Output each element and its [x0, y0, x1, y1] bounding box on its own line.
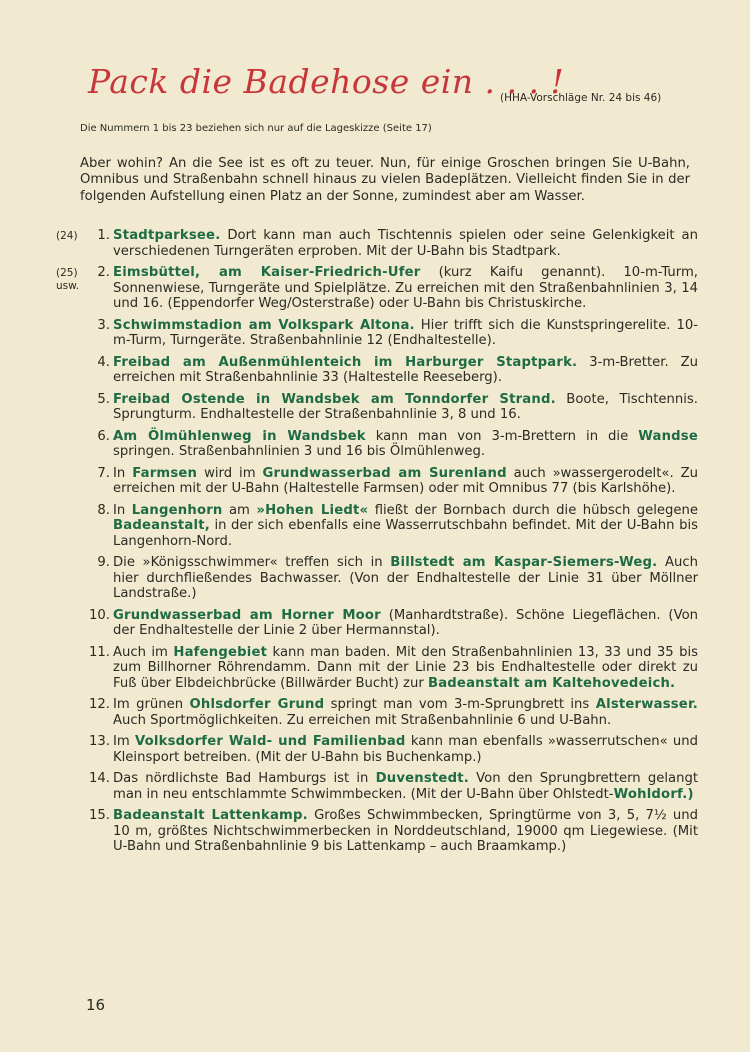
- list-item: [56, 734, 698, 765]
- item-text: [113, 355, 698, 386]
- item-description: Auch Sportmöglichkeiten. Zu erreichen mit Straßenbahnlinie 6 und U-Bahn.: [113, 712, 612, 728]
- item-number: 1.: [97, 228, 110, 243]
- item-description: in der sich ebenfalls eine Wasserrutschbahn befindet. Mit der U-Bahn bis Langenhorn-Nord.: [113, 518, 698, 549]
- item-text: [113, 392, 698, 423]
- item-number: 11.: [89, 644, 110, 660]
- list-item: [56, 355, 698, 386]
- list-item: [56, 466, 698, 497]
- item-number: 4.: [97, 354, 110, 370]
- item-description: (kurz Kaifu genannt). 10-m-Turm, Sonnenwiese, Turngeräte und Spielplätze. Zu erreichen mit den Straßenbahnlinien 3, 14 und 16. (Eppendorfer Weg/Osterstraße) oder U-Bahn bis Christuskirche.: [113, 265, 698, 311]
- place-name: Schwimmstadion am Volkspark Altona.: [113, 317, 415, 333]
- place-name: Stadtparksee.: [113, 228, 221, 243]
- place-name: Am Ölmühlenweg in Wandsbek: [113, 428, 366, 444]
- item-number: 6.: [97, 428, 110, 444]
- item-text: [113, 771, 698, 802]
- place-name: Badeanstalt,: [113, 518, 210, 533]
- item-number: 15.: [89, 808, 110, 823]
- list-item: [56, 555, 698, 602]
- item-text: [113, 466, 698, 497]
- list-item: [56, 318, 698, 349]
- list-item: [56, 645, 698, 692]
- margin-reference: (24): [56, 230, 78, 242]
- item-description: Das nördlichste Bad Hamburgs ist in: [113, 771, 376, 786]
- item-description: Von den Sprungbrettern gelangt man in neu entschlammte Schwimmbecken. (Mit der U-Bahn über Ohlstedt-: [113, 771, 698, 802]
- item-number: 12.: [89, 697, 110, 712]
- item-text: [113, 645, 698, 692]
- item-number: 8.: [97, 502, 110, 518]
- place-name: »Hohen Liedt«: [256, 502, 369, 518]
- item-text: [113, 734, 698, 765]
- item-description: In: [113, 465, 133, 481]
- item-number: 3.: [97, 317, 110, 333]
- item-number: 10.: [89, 607, 110, 623]
- list-item: [56, 228, 698, 259]
- item-description: Im: [113, 734, 135, 749]
- item-description: Im grünen: [113, 697, 190, 712]
- item-description: Auch im: [113, 644, 174, 660]
- place-name: Grundwasserbad am Surenland: [262, 465, 507, 481]
- place-name: Billstedt am Kaspar-Siemers-Weg.: [390, 555, 658, 570]
- place-name: Freibad Ostende in Wandsbek am Tonndorfer Strand.: [113, 391, 556, 407]
- intro-paragraph: Aber wohin? An die See ist es oft zu teuer. Nun, für einige Groschen bringen Sie U-Bahn, Omnibus und Straßenbahn schnell hinaus zu vielen Badeplätzen. Vielleicht finden Sie in der folgenden Aufstellung einen Platz an der Sonne, zumindest aber am Wasser.: [80, 156, 690, 204]
- place-name: Alsterwasser.: [595, 697, 698, 712]
- place-name: Badeanstalt am Kaltehovedeich.: [427, 675, 676, 691]
- item-description: Hier trifft sich die Kunstspringerelite. 10-m-Turm, Turngeräte. Straßenbahnlinie 12 (Endhaltestelle).: [113, 317, 699, 348]
- item-description: springt man vom 3-m-Sprungbrett ins: [324, 697, 596, 712]
- reference-note: (HHA-Vorschläge Nr. 24 bis 46): [500, 92, 662, 104]
- item-description: Dort kann man auch Tischtennis spielen oder seine Gelenkigkeit an verschiedenen Turngeräten erproben. Mit der U-Bahn bis Stadtpark.: [113, 228, 698, 259]
- item-description: fließt der Bornbach durch die hübsch gelegene: [368, 502, 698, 518]
- list-item: [56, 771, 698, 802]
- item-text: [113, 228, 698, 259]
- page-number: 16: [86, 996, 106, 1014]
- place-name: Eimsbüttel, am Kaiser-Friedrich-Ufer: [113, 265, 421, 280]
- place-name: Badeanstalt Lattenkamp.: [113, 808, 308, 823]
- item-description: (Manhardtstraße). Schöne Liegeflächen. (Von der Endhaltestelle der Linie 2 über Hermannstal).: [113, 607, 698, 638]
- item-text: [113, 555, 698, 602]
- list-item: [56, 808, 698, 855]
- item-number: 5.: [97, 391, 110, 407]
- item-text: [113, 697, 698, 728]
- item-description: springen. Straßenbahnlinien 3 und 16 bis Ölmühlenweg.: [113, 444, 486, 459]
- page-title: Pack die Badehose ein . . . !: [88, 62, 565, 101]
- place-name: Langenhorn: [131, 502, 223, 518]
- item-description: kann man von 3-m-Brettern in die: [365, 428, 639, 444]
- item-description: wird im: [197, 465, 263, 481]
- place-name: Ohlsdorfer Grund: [189, 697, 325, 712]
- margin-reference: (25) usw.: [56, 267, 80, 292]
- item-text: [113, 265, 698, 312]
- map-note: Die Nummern 1 bis 23 beziehen sich nur auf die Lageskizze (Seite 17): [80, 123, 432, 134]
- place-name: Duvenstedt.: [375, 771, 469, 786]
- item-description: kann man baden. Mit den Straßenbahnlinien 13, 33 und 35 bis zum Billhorner Röhrendamm. Dann mit der Linie 23 bis Endhaltestelle oder direkt zu Fuß über Elbdeichbrücke (Billwärder Bucht) zur: [113, 644, 698, 691]
- item-description: 3-m-Bretter. Zu erreichen mit Straßenbahnlinie 33 (Haltestelle Reeseberg).: [113, 354, 698, 385]
- item-description: auch »wassergerodelt«. Zu erreichen mit der U-Bahn (Haltestelle Farmsen) oder mit Omnibus 77 (bis Karlshöhe).: [113, 465, 698, 496]
- item-number: 7.: [97, 465, 110, 481]
- item-text: [113, 429, 698, 460]
- place-name: Hafengebiet: [173, 644, 268, 660]
- place-name: Grundwasserbad am Horner Moor: [113, 607, 381, 623]
- item-description: Auch hier durchfließendes Bachwasser. (Von der Endhaltestelle der Linie 31 über Möllner Landstraße.): [113, 555, 698, 601]
- place-name: Volksdorfer Wald- und Familienbad: [134, 734, 406, 749]
- item-description: In: [113, 502, 132, 518]
- bathing-places-list: [56, 228, 698, 861]
- place-name: Farmsen: [132, 465, 198, 481]
- item-number: 14.: [89, 771, 110, 786]
- place-name: Wandse: [638, 428, 698, 444]
- list-item: [56, 429, 698, 460]
- place-name: Wohldorf.): [613, 786, 694, 802]
- item-text: [113, 608, 698, 639]
- list-item: [56, 697, 698, 728]
- item-text: [113, 808, 698, 855]
- item-description: Boote, Tischtennis. Sprungturm. Endhaltestelle der Straßenbahnlinie 3, 8 und 16.: [113, 391, 698, 422]
- item-number: 2.: [97, 265, 110, 280]
- item-description: Die »Königsschwimmer« treffen sich in: [113, 555, 391, 570]
- item-text: [113, 503, 698, 550]
- list-item: [56, 392, 698, 423]
- place-name: Freibad am Außenmühlenteich im Harburger Staptpark.: [113, 354, 578, 370]
- item-description: am: [222, 502, 257, 518]
- item-description: Großes Schwimmbecken, Springtürme von 3, 5, 7½ und 10 m, größtes Nichtschwimmerbecken in Norddeutschland, 19000 qm Liegewiese. (Mit U-Bahn und Straßenbahnlinie 9 bis Lattenkamp – auch Braamkamp.): [113, 808, 698, 854]
- item-text: [113, 318, 698, 349]
- item-number: 13.: [89, 734, 110, 749]
- list-item: [56, 265, 698, 312]
- item-number: 9.: [97, 555, 110, 570]
- list-item: [56, 503, 698, 550]
- item-description: kann man ebenfalls »wasserrutschen« und Kleinsport betreiben. (Mit der U-Bahn bis Buchenkamp.): [113, 734, 698, 765]
- list-item: [56, 608, 698, 639]
